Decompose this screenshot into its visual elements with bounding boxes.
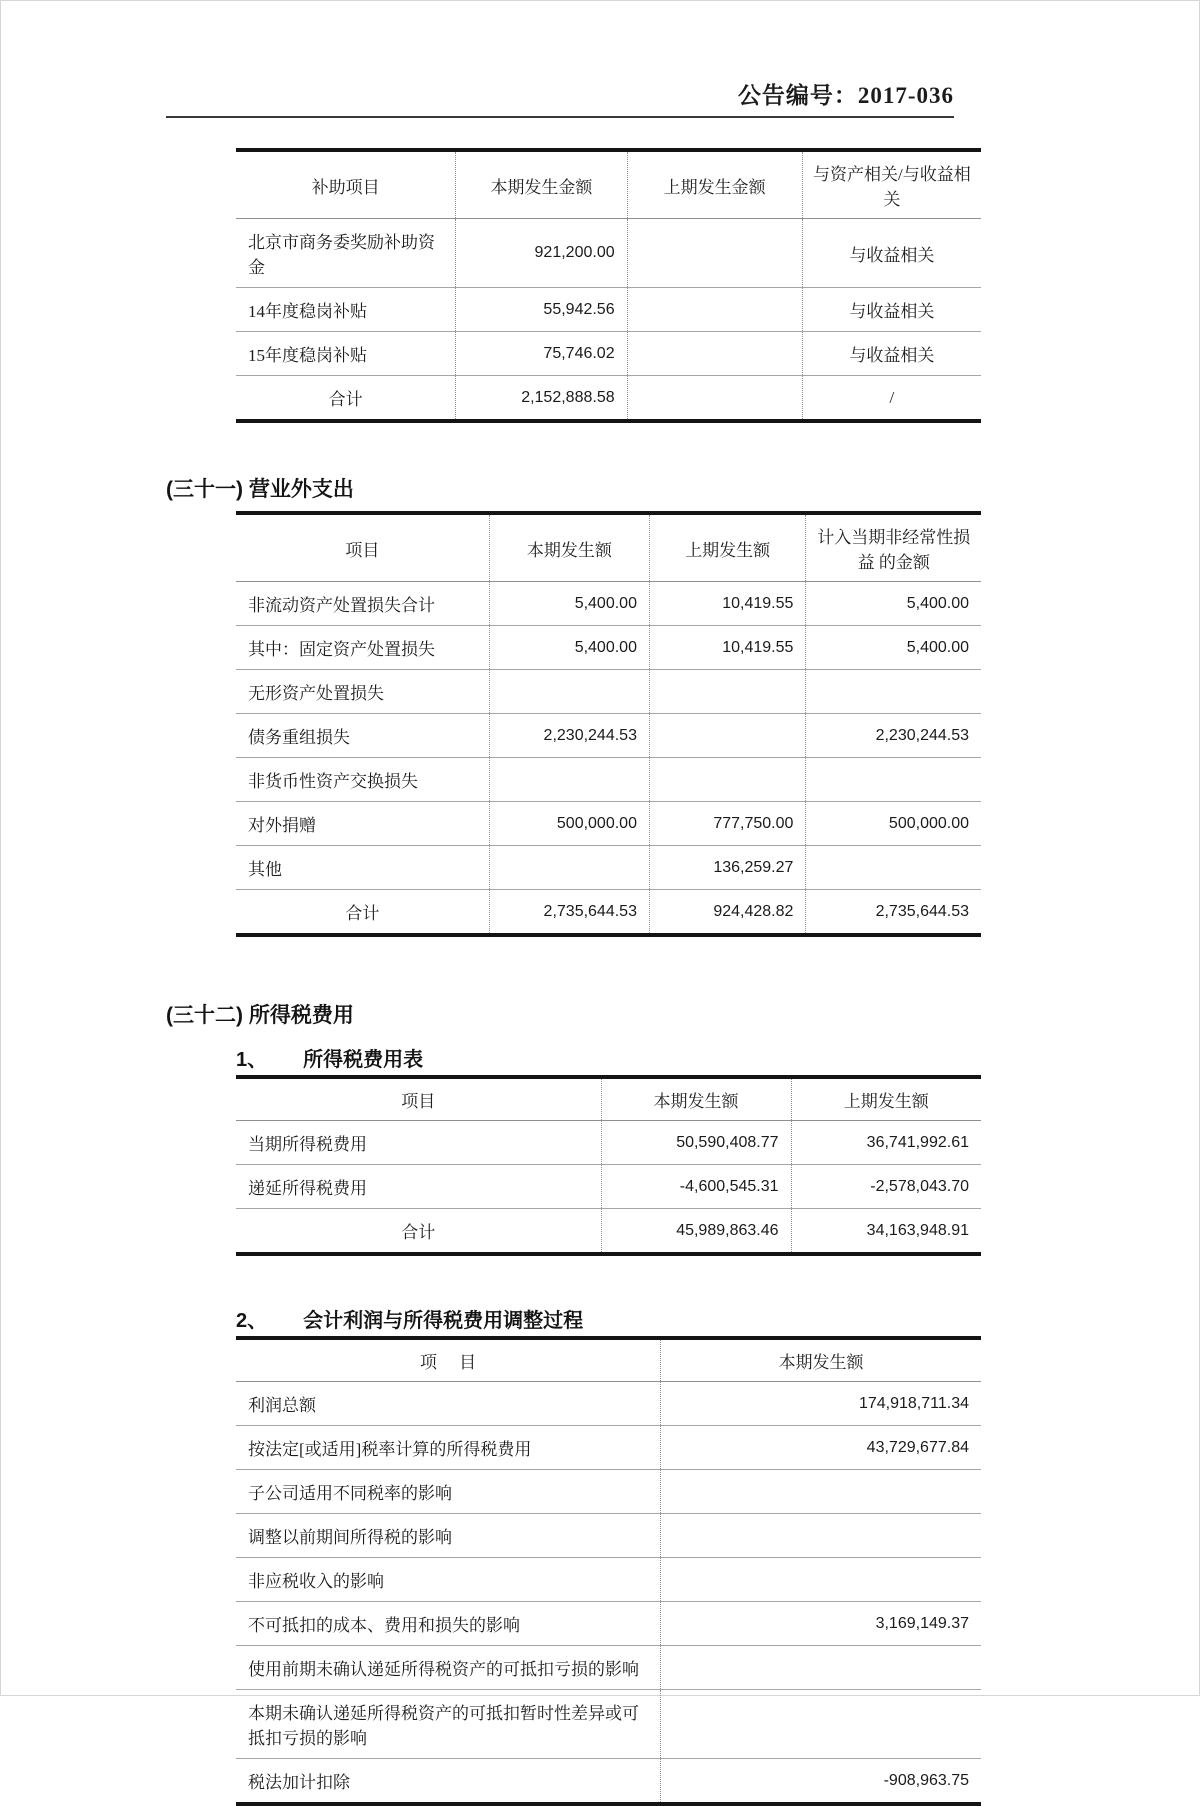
table-total-row [236, 376, 981, 422]
cell-item: 不可抵扣的成本、费用和损失的影响 [236, 1602, 661, 1646]
cell-current: 3,169,149.37 [661, 1602, 981, 1646]
cell-prior: 136,259.27 [649, 846, 805, 890]
col-header-item: 项目 [236, 1077, 601, 1121]
col-header-item: 项 目 [236, 1338, 661, 1382]
cell-current: 500,000.00 [489, 802, 649, 846]
col-header-current-amount: 本期发生金额 [456, 150, 627, 219]
table-row [236, 670, 981, 714]
col-header-relation: 与资产相关/与收益相关 [802, 150, 981, 219]
cell-nonrecurring: 5,400.00 [806, 626, 981, 670]
table-total-row [236, 1209, 981, 1255]
section-32-heading: (三十二) 所得税费用 [166, 1004, 354, 1027]
cell-item: 按法定[或适用]税率计算的所得税费用 [236, 1426, 661, 1470]
col-header-nonrecurring: 计入当期非经常性损益 的金额 [806, 513, 981, 582]
cell-current [661, 1558, 981, 1602]
table-row [236, 332, 981, 376]
cell-item: 15年度稳岗补贴 [236, 332, 456, 376]
cell-total-label: 合计 [401, 1223, 436, 1242]
cell-prior [627, 288, 802, 332]
cell-item: 其中：固定资产处置损失 [236, 626, 489, 670]
cell-prior: 36,741,992.61 [791, 1121, 981, 1165]
cell-prior: 10,419.55 [649, 582, 805, 626]
cell-item: 递延所得税费用 [236, 1165, 601, 1209]
cell-current: 75,746.02 [456, 332, 627, 376]
subsection-2-heading [236, 1304, 1199, 1333]
cell-total-label: 合计 [328, 390, 363, 409]
cell-current: -908,963.75 [661, 1759, 981, 1805]
table-row [236, 626, 981, 670]
table-header-row [236, 513, 981, 582]
section-31-heading: (三十一) 营业外支出 [166, 478, 354, 501]
cell-current [489, 758, 649, 802]
cell-item: 对外捐赠 [236, 802, 489, 846]
cell-item: 非货币性资产交换损失 [236, 758, 489, 802]
cell-item: 使用前期未确认递延所得税资产的可抵扣亏损的影响 [236, 1646, 661, 1690]
table-row [236, 1121, 981, 1165]
cell-prior: 924,428.82 [649, 890, 805, 936]
cell-current: 2,735,644.53 [489, 890, 649, 936]
col-header-item: 项目 [236, 513, 489, 582]
cell-prior [627, 219, 802, 288]
cell-nonrecurring [806, 846, 981, 890]
cell-prior [649, 758, 805, 802]
cell-current: 2,152,888.58 [456, 376, 627, 422]
cell-item: 税法加计扣除 [248, 1773, 350, 1792]
table-row [236, 1426, 981, 1470]
cell-relation: 与收益相关 [802, 219, 981, 288]
cell-item: 非流动资产处置损失合计 [236, 582, 489, 626]
doc-number-header [166, 77, 954, 118]
subsection-number: 1、 [236, 1049, 268, 1071]
cell-nonrecurring: 500,000.00 [806, 802, 981, 846]
table-row [236, 714, 981, 758]
col-header-current: 本期发生额 [489, 513, 649, 582]
cell-item: 调整以前期间所得税的影响 [236, 1514, 661, 1558]
cell-relation: 与收益相关 [802, 288, 981, 332]
table-row [236, 1514, 981, 1558]
cell-relation: / [802, 376, 981, 422]
cell-current [661, 1646, 981, 1690]
cell-item: 其他 [236, 846, 489, 890]
table-row [236, 1558, 981, 1602]
table-header-row [236, 150, 981, 219]
table-row [236, 219, 981, 288]
table-header-row [236, 1077, 981, 1121]
income-tax-expense-table [236, 1075, 981, 1256]
cell-item: 北京市商务委奖励补助资金 [236, 219, 456, 288]
cell-current [661, 1470, 981, 1514]
table-row [236, 846, 981, 890]
cell-nonrecurring: 5,400.00 [806, 582, 981, 626]
table-row [236, 288, 981, 332]
table-row [236, 1690, 981, 1759]
col-header-current: 本期发生额 [661, 1338, 981, 1382]
cell-item: 债务重组损失 [236, 714, 489, 758]
cell-current: 55,942.56 [456, 288, 627, 332]
cell-current: 5,400.00 [489, 582, 649, 626]
cell-prior [649, 714, 805, 758]
cell-current: -4,600,545.31 [601, 1165, 791, 1209]
col-header-subsidy-item: 补助项目 [236, 150, 456, 219]
col-header-prior: 上期发生额 [791, 1077, 981, 1121]
cell-prior: -2,578,043.70 [791, 1165, 981, 1209]
tax-adjustment-table [236, 1336, 981, 1806]
col-header-prior-amount: 上期发生金额 [627, 150, 802, 219]
cell-item: 利润总额 [236, 1382, 661, 1426]
cell-item: 无形资产处置损失 [236, 670, 489, 714]
table-row [236, 1470, 981, 1514]
cell-current [661, 1690, 981, 1759]
cell-item: 子公司适用不同税率的影响 [236, 1470, 661, 1514]
subsection-title: 会计利润与所得税费用调整过程 [303, 1310, 584, 1332]
cell-current: 921,200.00 [456, 219, 627, 288]
cell-nonrecurring [806, 670, 981, 714]
non-operating-expenses-table [236, 511, 981, 937]
subsection-1-heading [236, 1043, 1199, 1072]
doc-number: 公告编号：2017-036 [737, 83, 954, 108]
cell-current [489, 846, 649, 890]
subsection-title: 所得税费用表 [303, 1049, 424, 1071]
cell-current: 2,230,244.53 [489, 714, 649, 758]
table-row [236, 802, 981, 846]
col-header-current: 本期发生额 [601, 1077, 791, 1121]
cell-current: 43,729,677.84 [661, 1426, 981, 1470]
subsection-number: 2、 [236, 1310, 268, 1332]
cell-current: 45,989,863.46 [601, 1209, 791, 1255]
cell-current: 5,400.00 [489, 626, 649, 670]
cell-nonrecurring [806, 758, 981, 802]
table-row [236, 758, 981, 802]
cell-relation: 与收益相关 [802, 332, 981, 376]
cell-nonrecurring: 2,230,244.53 [806, 714, 981, 758]
cell-current: 174,918,711.34 [661, 1382, 981, 1426]
table-header-row [236, 1338, 981, 1382]
cell-item: 本期未确认递延所得税资产的可抵扣暂时性差异或可抵扣亏损的影响 [236, 1690, 661, 1759]
cell-total-label: 合计 [345, 904, 380, 923]
table-total-row [236, 890, 981, 936]
cell-prior [627, 332, 802, 376]
cell-current [489, 670, 649, 714]
cell-prior [627, 376, 802, 422]
cell-item: 14年度稳岗补贴 [236, 288, 456, 332]
table-row [236, 1165, 981, 1209]
cell-current [661, 1514, 981, 1558]
table-row [236, 1646, 981, 1690]
subsidy-table [236, 148, 981, 423]
cell-prior [649, 670, 805, 714]
table-row [236, 1382, 981, 1426]
cell-item: 当期所得税费用 [236, 1121, 601, 1165]
cell-current: 50,590,408.77 [601, 1121, 791, 1165]
table-row [236, 1759, 981, 1805]
cell-nonrecurring: 2,735,644.53 [806, 890, 981, 936]
cell-prior: 34,163,948.91 [791, 1209, 981, 1255]
table-row [236, 1602, 981, 1646]
cell-prior: 777,750.00 [649, 802, 805, 846]
cell-item: 非应税收入的影响 [236, 1558, 661, 1602]
cell-prior: 10,419.55 [649, 626, 805, 670]
col-header-prior: 上期发生额 [649, 513, 805, 582]
table-row [236, 582, 981, 626]
